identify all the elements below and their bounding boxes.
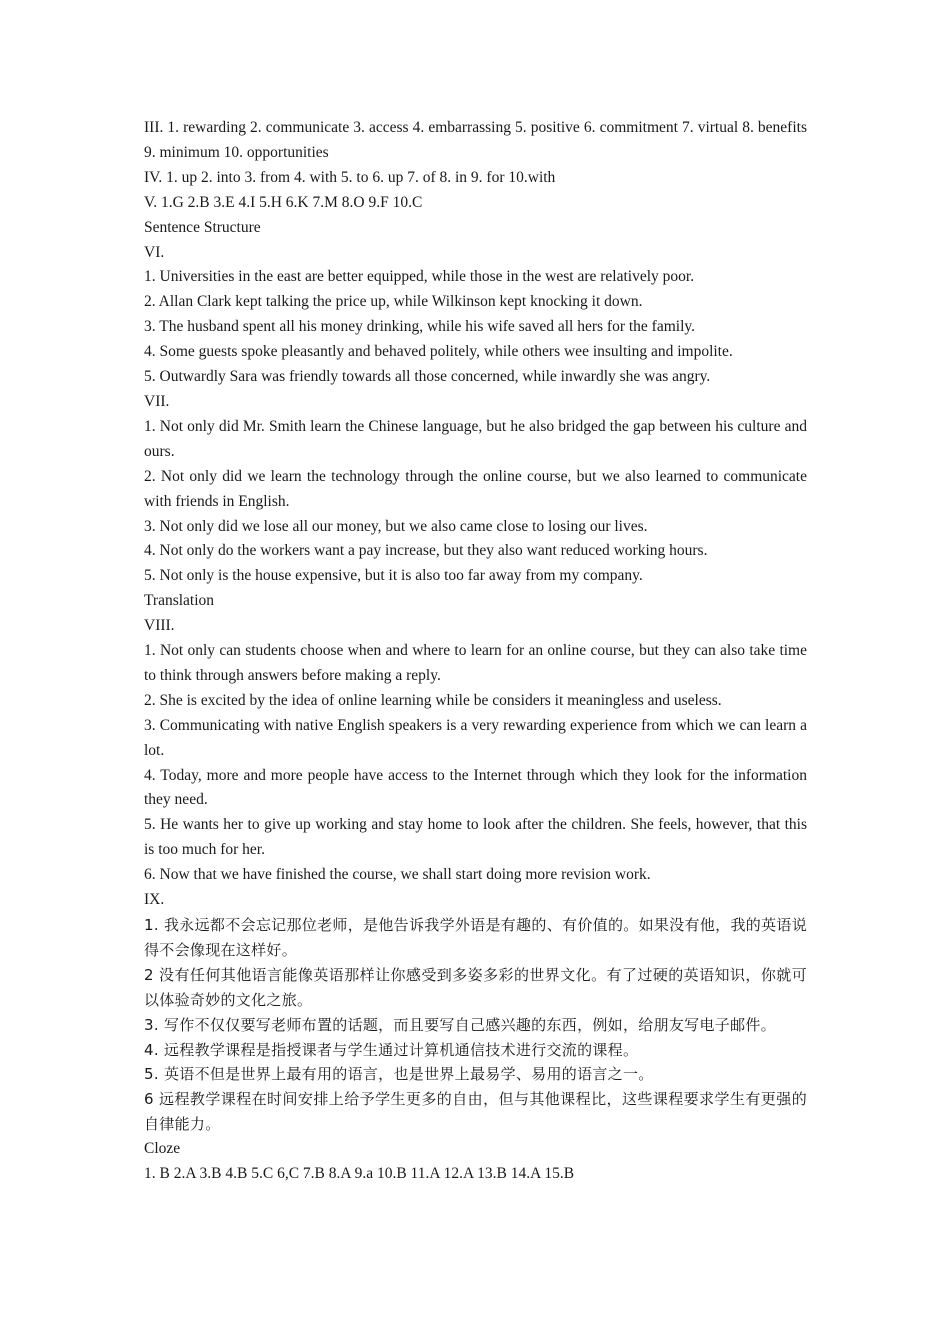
heading-sentence-structure: Sentence Structure (144, 218, 261, 236)
section-iii-answers: III. 1. rewarding 2. communicate 3. access 4. embarrassing 5. positive 6. commitment 7. virtual 8. benefits 9. minimum 10. opportunities (144, 119, 807, 161)
section-vii-item: 1. Not only did Mr. Smith learn the Chinese language, but he also bridged the gap between his culture and ours. (144, 417, 807, 460)
section-vi-label: VI. (144, 243, 165, 261)
section-viii-item: 2. She is excited by the idea of online learning while be considers it meaningless and useless. (144, 691, 722, 709)
heading-cloze: Cloze (144, 1140, 181, 1158)
section-ix-item: 6 远程教学课程在时间安排上给予学生更多的自由，但与其他课程比，这些课程要求学生有更强的自律能力。 (144, 1090, 807, 1134)
answer-key-document (144, 116, 807, 1187)
section-viii-item: 3. Communicating with native English speakers is a very rewarding experience from which we can learn a lot. (144, 716, 807, 759)
section-viii-item: 1. Not only can students choose when and where to learn for an online course, but they can also take time to think through answers before making a reply. (144, 642, 807, 684)
cloze-answers: 1. B 2.A 3.B 4.B 5.C 6,C 7.B 8.A 9.a 10.B 11.A 12.A 13.B 14.A 15.B (144, 1165, 575, 1183)
section-vi-item: 1. Universities in the east are better equipped, while those in the west are relatively poor. (144, 268, 695, 286)
heading-translation: Translation (144, 592, 215, 610)
section-viii-item: 6. Now that we have finished the course, we shall start doing more revision work. (144, 866, 651, 884)
section-ix-item: 5. 英语不但是世界上最有用的语言，也是世界上最易学、易用的语言之一。 (144, 1065, 654, 1084)
section-vii-item: 2. Not only did we learn the technology through the online course, but we also learned to communicate with friends in English. (144, 467, 807, 510)
section-viii-label: VIII. (144, 617, 175, 635)
section-ix-label: IX. (144, 891, 165, 909)
section-vi-item: 4. Some guests spoke pleasantly and behaved politely, while others wee insulting and impolite. (144, 343, 733, 361)
section-v-answers: V. 1.G 2.B 3.E 4.I 5.H 6.K 7.M 8.O 9.F 10.C (144, 193, 423, 211)
section-ix-item: 2 没有任何其他语言能像英语那样让你感受到多姿多彩的世界文化。有了过硬的英语知识，你就可以体验奇妙的文化之旅。 (144, 965, 807, 1009)
section-vi-item: 3. The husband spent all his money drinking, while his wife saved all hers for the family. (144, 318, 695, 336)
section-ix-item: 4. 远程教学课程是指授课者与学生通过计算机通信技术进行交流的课程。 (144, 1040, 639, 1059)
section-iv-answers: IV. 1. up 2. into 3. from 4. with 5. to 6. up 7. of 8. in 9. for 10.with (144, 168, 556, 186)
section-vii-label: VII. (144, 392, 170, 410)
section-vi-item: 2. Allan Clark kept talking the price up, while Wilkinson kept knocking it down. (144, 293, 643, 311)
section-viii-item: 4. Today, more and more people have access to the Internet through which they look for the information they need. (144, 766, 807, 809)
section-vii-item: 3. Not only did we lose all our money, but we also came close to losing our lives. (144, 517, 648, 535)
section-ix-item: 3. 写作不仅仅要写老师布置的话题，而且要写自己感兴趣的东西，例如，给朋友写电子邮件。 (144, 1015, 776, 1034)
section-vii-item: 5. Not only is the house expensive, but it is also too far away from my company. (144, 567, 643, 585)
section-vii-item: 4. Not only do the workers want a pay increase, but they also want reduced working hours. (144, 542, 708, 560)
section-viii-item: 5. He wants her to give up working and stay home to look after the children. She feels, however, that this is too much for her. (144, 816, 807, 859)
section-vi-item: 5. Outwardly Sara was friendly towards all those concerned, while inwardly she was angry. (144, 368, 711, 386)
section-ix-item: 1. 我永远都不会忘记那位老师，是他告诉我学外语是有趣的、有价值的。如果没有他，我的英语说得不会像现在这样好。 (144, 916, 807, 959)
